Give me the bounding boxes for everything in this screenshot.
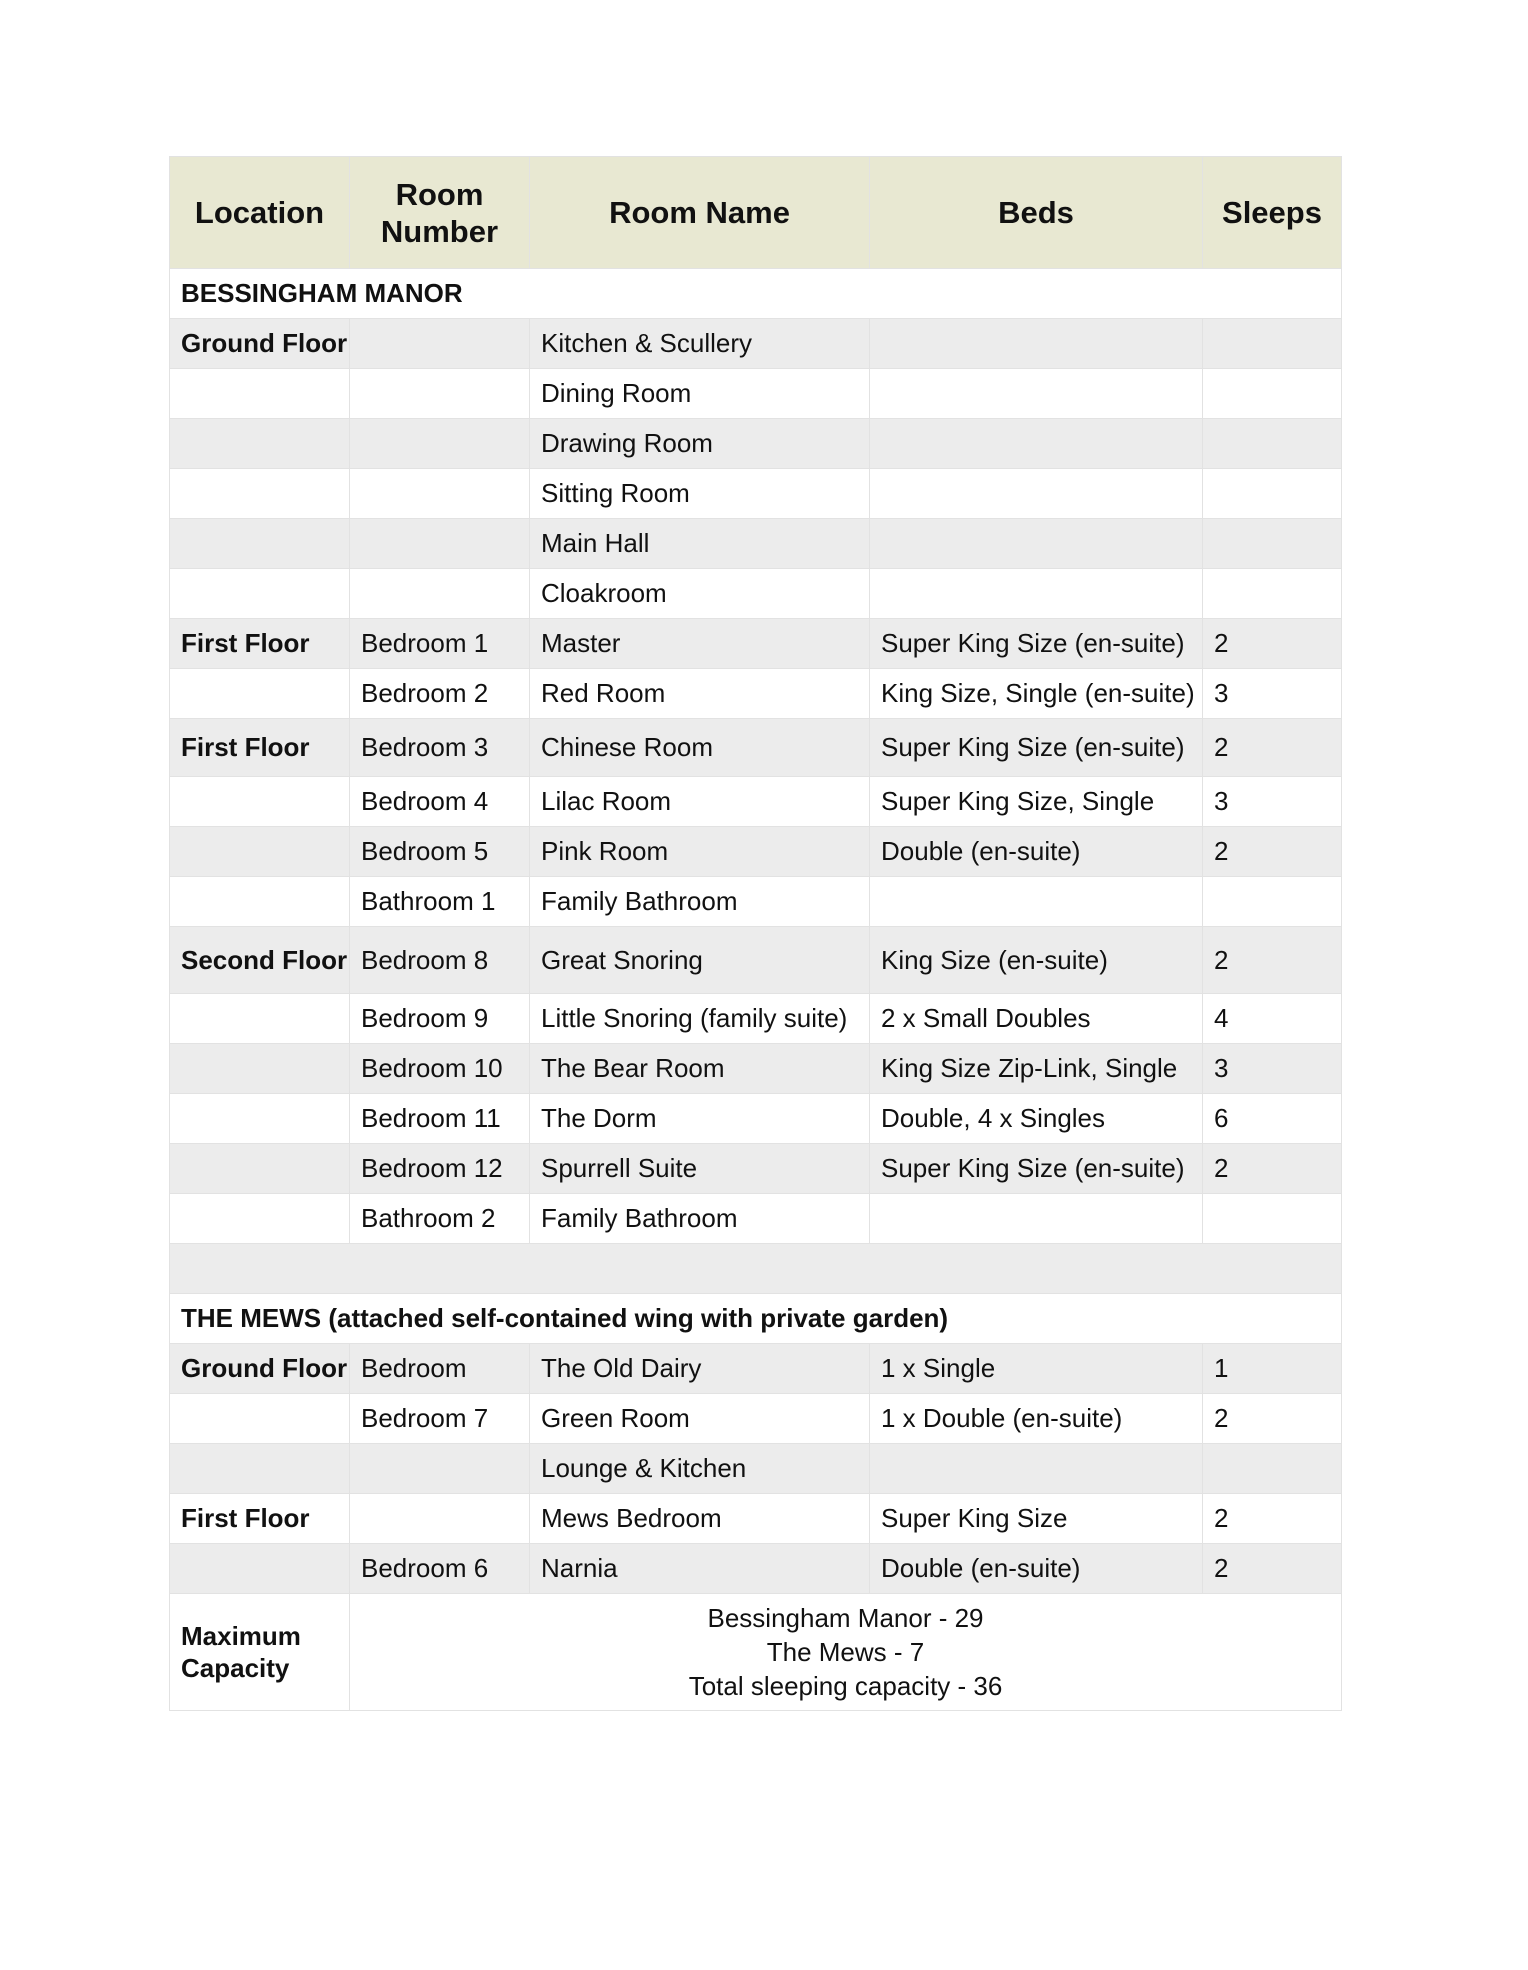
table-row <box>170 1544 1342 1594</box>
cell-sleeps <box>1203 1444 1342 1494</box>
table-row <box>170 619 1342 669</box>
header-beds: Beds <box>870 157 1203 269</box>
cell-room-name: Green Room <box>530 1394 870 1444</box>
header-room-name: Room Name <box>530 157 870 269</box>
cell-room-name: Red Room <box>530 669 870 719</box>
cell-beds <box>870 1444 1203 1494</box>
section-row-mews <box>170 1294 1342 1344</box>
cell-beds <box>870 1194 1203 1244</box>
header-room-number: Room Number <box>350 157 530 269</box>
section-title-manor: BESSINGHAM MANOR <box>170 269 1342 319</box>
cell-beds: Super King Size (en-suite) <box>870 1144 1203 1194</box>
cell-beds: Super King Size (en-suite) <box>870 619 1203 669</box>
cell-sleeps: 2 <box>1203 927 1342 994</box>
table-row <box>170 519 1342 569</box>
rooms-table <box>169 156 1342 1711</box>
cell-sleeps: 4 <box>1203 994 1342 1044</box>
cell-location <box>170 1144 350 1194</box>
cell-room-number: Bedroom 4 <box>350 777 530 827</box>
cell-location <box>170 469 350 519</box>
cell-room-name: Narnia <box>530 1544 870 1594</box>
cell-room-number <box>350 319 530 369</box>
cell-sleeps: 3 <box>1203 777 1342 827</box>
table-row <box>170 777 1342 827</box>
header-sleeps: Sleeps <box>1203 157 1342 269</box>
cell-room-name: Great Snoring <box>530 927 870 994</box>
cell-location <box>170 827 350 877</box>
cell-sleeps <box>1203 877 1342 927</box>
cell-room-name: Sitting Room <box>530 469 870 519</box>
header-row <box>170 157 1342 269</box>
cell-location <box>170 1094 350 1144</box>
cell-beds: 2 x Small Doubles <box>870 994 1203 1044</box>
spacer-cell <box>170 1244 1342 1294</box>
cell-sleeps <box>1203 469 1342 519</box>
cell-room-number: Bedroom 8 <box>350 927 530 994</box>
cell-room-number: Bedroom 2 <box>350 669 530 719</box>
cell-sleeps <box>1203 1194 1342 1244</box>
cell-room-name: Family Bathroom <box>530 1194 870 1244</box>
cell-room-number: Bedroom 12 <box>350 1144 530 1194</box>
cell-beds <box>870 519 1203 569</box>
cell-room-number: Bedroom 11 <box>350 1094 530 1144</box>
table-row <box>170 1394 1342 1444</box>
cell-location <box>170 1444 350 1494</box>
cell-room-name: Family Bathroom <box>530 877 870 927</box>
cell-sleeps: 2 <box>1203 1544 1342 1594</box>
cell-room-number: Bathroom 2 <box>350 1194 530 1244</box>
cell-location <box>170 1044 350 1094</box>
cell-beds <box>870 419 1203 469</box>
table-row <box>170 1094 1342 1144</box>
cell-beds <box>870 369 1203 419</box>
cell-sleeps: 2 <box>1203 1494 1342 1544</box>
cell-sleeps: 1 <box>1203 1344 1342 1394</box>
table-row <box>170 1144 1342 1194</box>
cell-beds: King Size, Single (en-suite) <box>870 669 1203 719</box>
capacity-row <box>170 1594 1342 1711</box>
table-row <box>170 1444 1342 1494</box>
cell-room-number: Bedroom 5 <box>350 827 530 877</box>
cell-beds <box>870 877 1203 927</box>
cell-room-name: The Old Dairy <box>530 1344 870 1394</box>
cell-location <box>170 877 350 927</box>
cell-location <box>170 777 350 827</box>
cell-beds: Super King Size, Single <box>870 777 1203 827</box>
cell-room-name: Drawing Room <box>530 419 870 469</box>
cell-sleeps <box>1203 369 1342 419</box>
cell-room-number: Bedroom 3 <box>350 719 530 777</box>
cell-room-number <box>350 419 530 469</box>
capacity-line: Bessingham Manor - 29 <box>707 1603 984 1633</box>
cell-location <box>170 1394 350 1444</box>
cell-room-name: Lilac Room <box>530 777 870 827</box>
table-row <box>170 1194 1342 1244</box>
cell-room-name: Main Hall <box>530 519 870 569</box>
cell-beds <box>870 569 1203 619</box>
cell-sleeps: 2 <box>1203 719 1342 777</box>
capacity-line: Total sleeping capacity - 36 <box>688 1671 1003 1701</box>
table-row <box>170 319 1342 369</box>
cell-room-name: The Dorm <box>530 1094 870 1144</box>
cell-location: Second Floor <box>170 927 350 994</box>
cell-location: First Floor <box>170 1494 350 1544</box>
table-row <box>170 1044 1342 1094</box>
cell-sleeps <box>1203 419 1342 469</box>
cell-beds: Double (en-suite) <box>870 1544 1203 1594</box>
cell-beds: Double (en-suite) <box>870 827 1203 877</box>
cell-room-number <box>350 1494 530 1544</box>
cell-location <box>170 1544 350 1594</box>
cell-sleeps <box>1203 569 1342 619</box>
section-row-manor <box>170 269 1342 319</box>
cell-room-number: Bedroom 6 <box>350 1544 530 1594</box>
cell-location: Ground Floor <box>170 319 350 369</box>
table-row <box>170 877 1342 927</box>
cell-beds: 1 x Single <box>870 1344 1203 1394</box>
cell-room-number: Bathroom 1 <box>350 877 530 927</box>
table-body <box>170 269 1342 1711</box>
capacity-line: The Mews - 7 <box>766 1637 925 1667</box>
cell-beds: 1 x Double (en-suite) <box>870 1394 1203 1444</box>
cell-sleeps: 2 <box>1203 619 1342 669</box>
cell-room-number <box>350 1444 530 1494</box>
cell-room-name: Little Snoring (family suite) <box>530 994 870 1044</box>
table-row <box>170 1344 1342 1394</box>
cell-sleeps: 2 <box>1203 1394 1342 1444</box>
cell-room-number <box>350 469 530 519</box>
cell-sleeps <box>1203 319 1342 369</box>
cell-location <box>170 994 350 1044</box>
cell-sleeps: 6 <box>1203 1094 1342 1144</box>
capacity-summary <box>350 1594 1342 1711</box>
cell-room-name: Spurrell Suite <box>530 1144 870 1194</box>
cell-room-number: Bedroom 9 <box>350 994 530 1044</box>
section-title-mews: THE MEWS (attached self-contained wing with private garden) <box>170 1294 1342 1344</box>
cell-location <box>170 569 350 619</box>
cell-room-name: Lounge & Kitchen <box>530 1444 870 1494</box>
cell-beds: Super King Size (en-suite) <box>870 719 1203 777</box>
cell-location: First Floor <box>170 719 350 777</box>
cell-sleeps: 2 <box>1203 827 1342 877</box>
table-row <box>170 419 1342 469</box>
cell-room-name: The Bear Room <box>530 1044 870 1094</box>
cell-beds: Super King Size <box>870 1494 1203 1544</box>
cell-beds: King Size Zip-Link, Single <box>870 1044 1203 1094</box>
cell-beds <box>870 469 1203 519</box>
table-row <box>170 927 1342 994</box>
cell-room-name: Chinese Room <box>530 719 870 777</box>
cell-location <box>170 419 350 469</box>
cell-sleeps: 2 <box>1203 1144 1342 1194</box>
table-row <box>170 719 1342 777</box>
cell-room-number <box>350 519 530 569</box>
cell-room-name: Master <box>530 619 870 669</box>
cell-location: First Floor <box>170 619 350 669</box>
table-row <box>170 569 1342 619</box>
cell-location <box>170 519 350 569</box>
cell-room-number: Bedroom <box>350 1344 530 1394</box>
table-row <box>170 1494 1342 1544</box>
table-row <box>170 994 1342 1044</box>
cell-sleeps: 3 <box>1203 1044 1342 1094</box>
cell-room-number: Bedroom 7 <box>350 1394 530 1444</box>
cell-beds: King Size (en-suite) <box>870 927 1203 994</box>
cell-beds: Double, 4 x Singles <box>870 1094 1203 1144</box>
cell-location <box>170 1194 350 1244</box>
cell-room-name: Cloakroom <box>530 569 870 619</box>
cell-room-name: Dining Room <box>530 369 870 419</box>
cell-room-number: Bedroom 10 <box>350 1044 530 1094</box>
cell-location <box>170 369 350 419</box>
cell-location: Ground Floor <box>170 1344 350 1394</box>
cell-room-number <box>350 569 530 619</box>
cell-location <box>170 669 350 719</box>
capacity-label: Maximum Capacity <box>170 1594 350 1711</box>
spacer-row <box>170 1244 1342 1294</box>
cell-room-name: Pink Room <box>530 827 870 877</box>
table-row <box>170 369 1342 419</box>
cell-sleeps <box>1203 519 1342 569</box>
cell-room-name: Kitchen & Scullery <box>530 319 870 369</box>
cell-sleeps: 3 <box>1203 669 1342 719</box>
cell-room-number: Bedroom 1 <box>350 619 530 669</box>
cell-room-number <box>350 369 530 419</box>
table-row <box>170 469 1342 519</box>
table-row <box>170 669 1342 719</box>
header-location: Location <box>170 157 350 269</box>
cell-beds <box>870 319 1203 369</box>
cell-room-name: Mews Bedroom <box>530 1494 870 1544</box>
table-row <box>170 827 1342 877</box>
